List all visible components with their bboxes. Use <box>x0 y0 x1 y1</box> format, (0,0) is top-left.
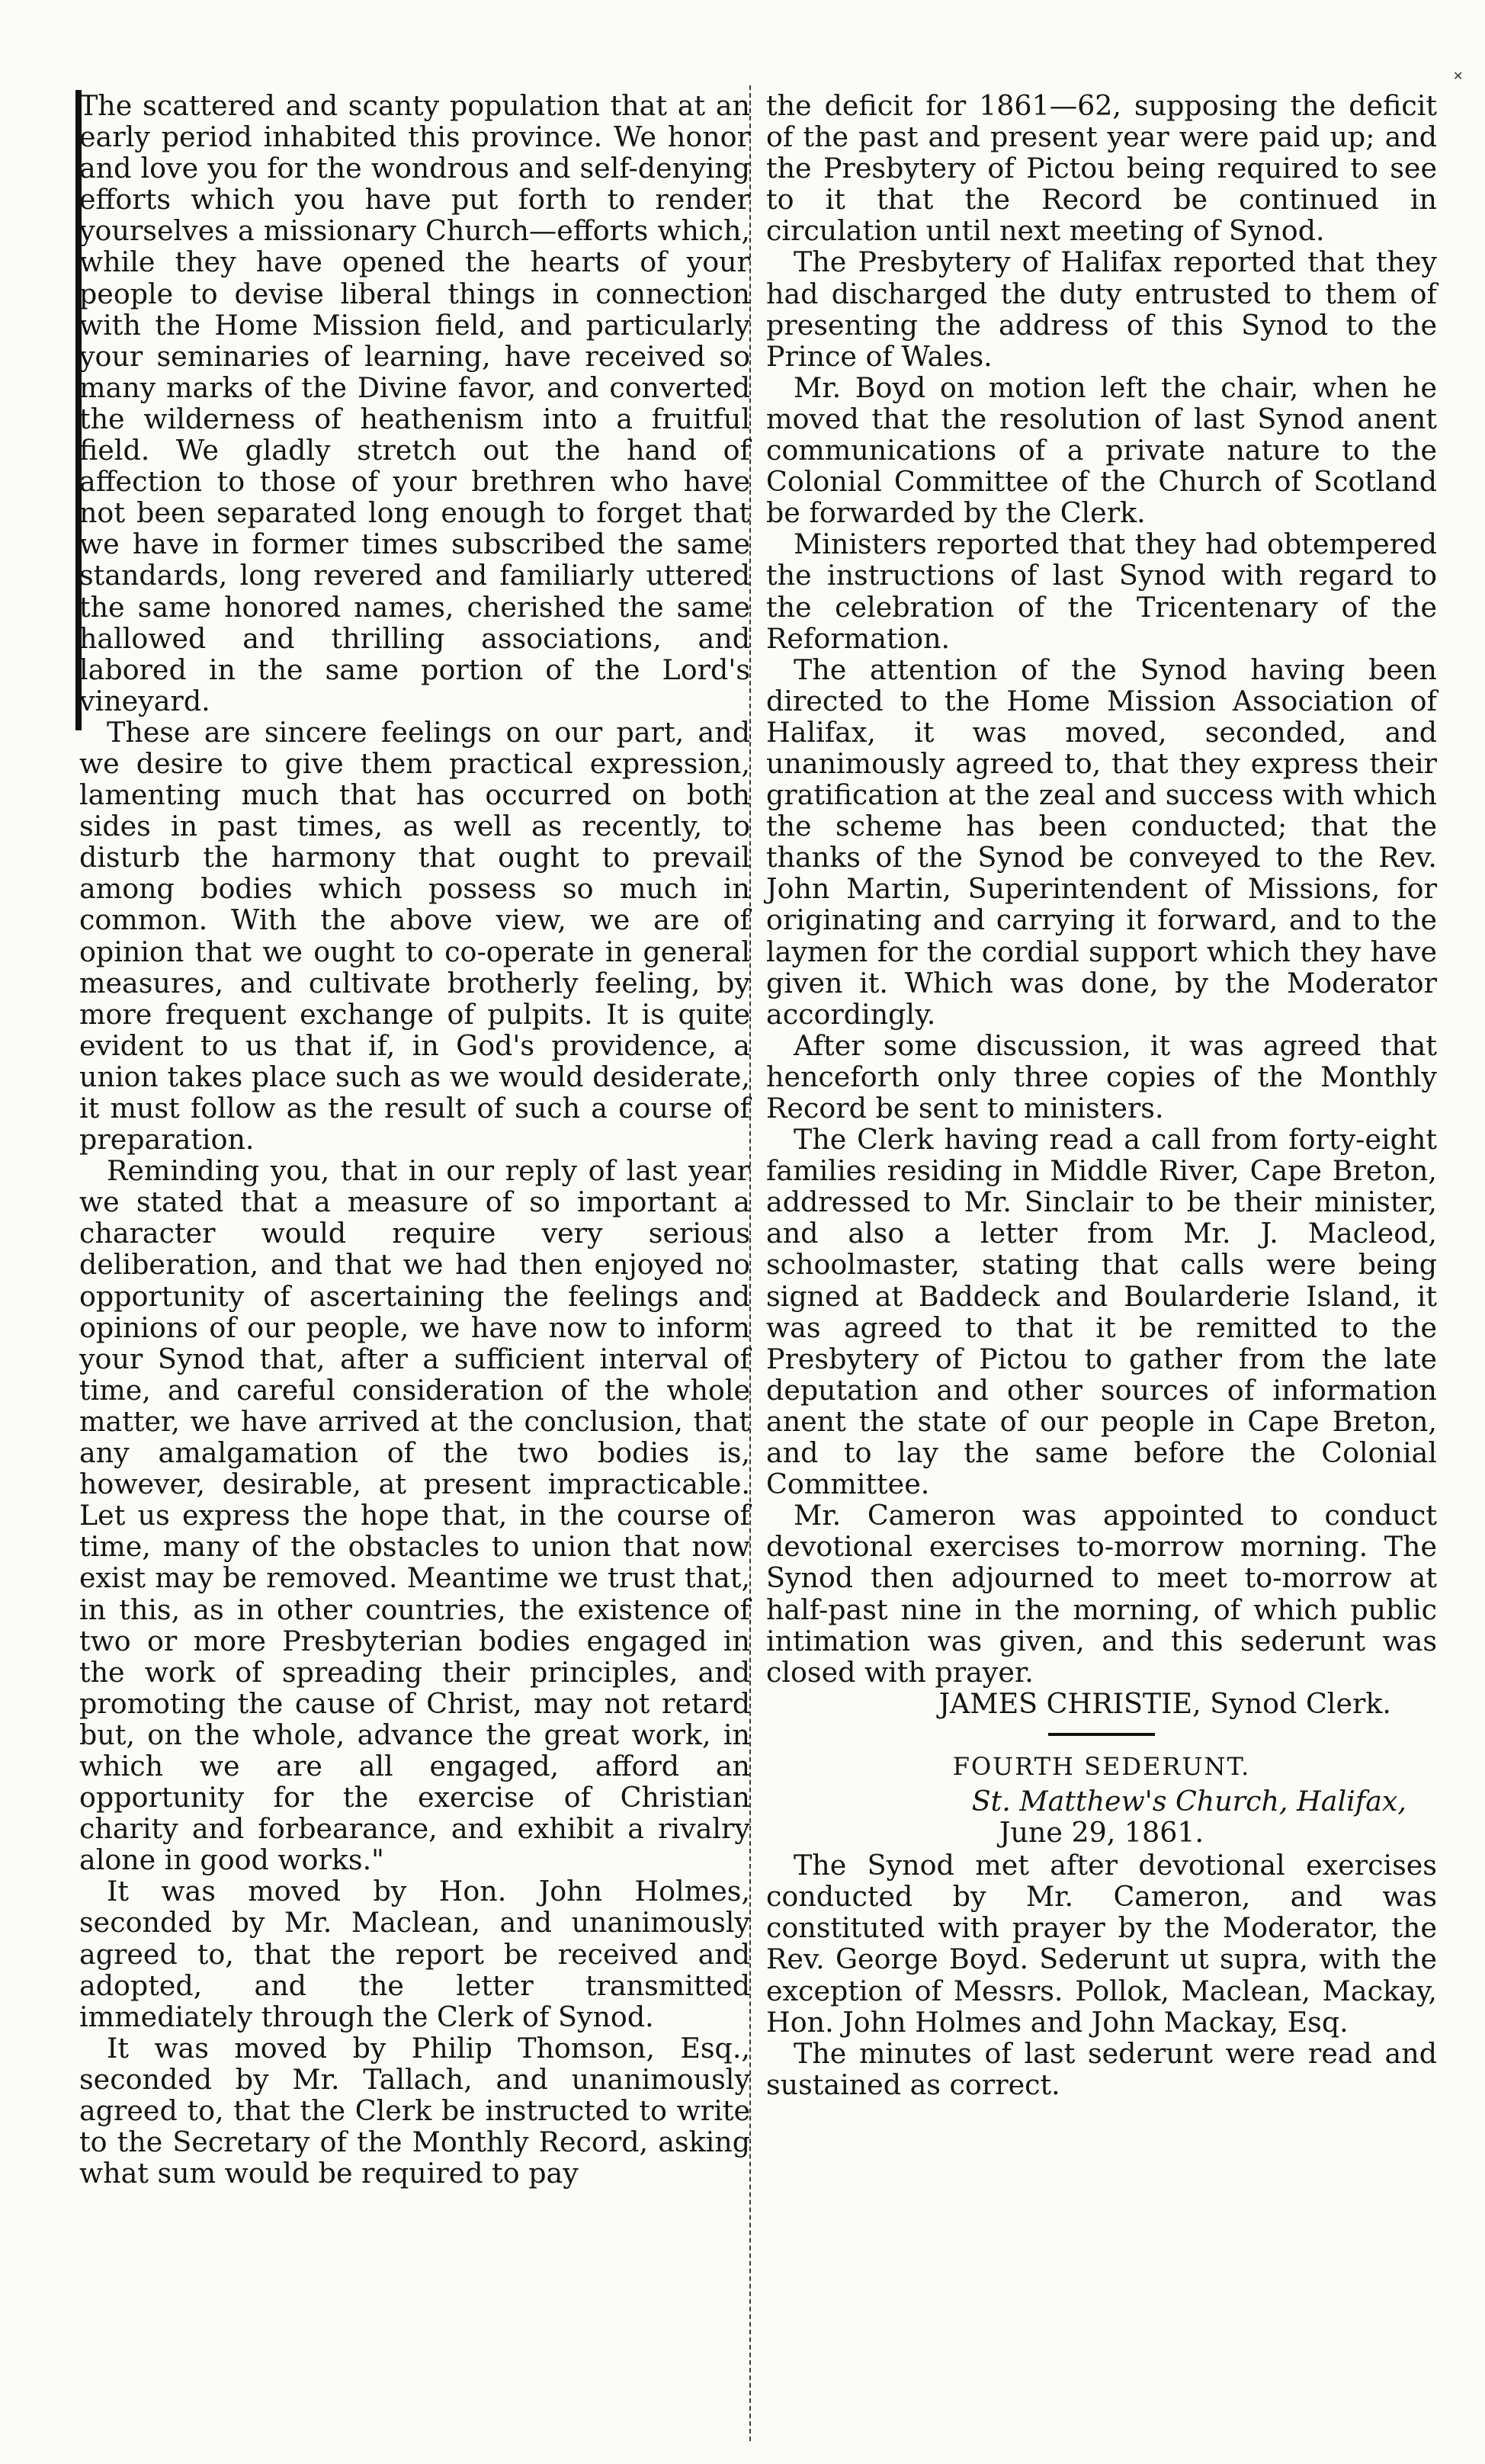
right-column <box>766 90 1437 2100</box>
paragraph: The minutes of last sederunt were read and sustained as correct. <box>766 2036 1437 2101</box>
paragraph: The attention of the Synod having been directed to the Home Mission Association of Halifax, it was moved, seconded, and unanimously agreed to, that they express their gratification at the zeal and success with which the scheme has been conducted; that the thanks of the Synod be conveyed to the Rev. John Martin, Superintendent of Missions, for originating and carrying it forward, and to the laymen for the cordial support which they have given it. Which was done, by the Moderator accordingly. <box>766 653 1437 1031</box>
section-rule <box>1048 1733 1155 1736</box>
paragraph: The Synod met after devotional exercises conducted by Mr. Cameron, and was constituted with prayer by the Moderator, the Rev. George Boyd. Sederunt ut supra, with the exception of Messrs. Pollok, Maclean, Mackay, Hon. John Holmes and John Mackay, Esq. <box>766 1849 1437 2039</box>
paragraph: Mr. Cameron was appointed to conduct devotional exercises to-morrow morning. The Synod then adjourned to meet to-morrow at half-past nine in the morning, of which public intimation was given, and this sederunt was closed with prayer. <box>766 1499 1437 1689</box>
paragraph: After some discussion, it was agreed that henceforth only three copies of the Monthly Record be sent to ministers. <box>766 1028 1437 1125</box>
corner-mark-icon: ✕ <box>1453 69 1464 83</box>
paragraph: These are sincere feelings on our part, and we desire to give them practical expression, lamenting much that has occurred on both sides in past times, as well as recently, to disturb the harmony that ought to prevail among bodies which possess so much in common. With the above view, we are of opinion that we ought to co-operate in general measures, and cultivate brotherly feeling, by more frequent exchange of pulpits. It is quite evident to us that if, in God's providence, a union takes place such as we would desiderate, it must follow as the result of such a course of preparation. <box>79 715 750 1157</box>
meeting-date: June 29, 1861. <box>999 1816 1204 1850</box>
paragraph: The scattered and scanty population that at an early period inhabited this province. We honor and love you for the wondrous and self-denying efforts which you have put forth to render yourselves a missionary Church—efforts which, while they have opened the hearts of your people to devise liberal things in connection with the Home Mission field, and particularly your seminaries of learning, have received so many marks of the Divine favor, and converted the wilderness of heathenism into a fruitful field. We gladly stretch out the hand of affection to those of your brethren who have not been separated long enough to forget that we have in former times subscribed the same standards, long revered and familiarly uttered the same honored names, cherished the same hallowed and thrilling associations, and labored in the same portion of the Lord's vineyard. <box>79 89 750 717</box>
left-column <box>79 90 750 2189</box>
paragraph: Mr. Boyd on motion left the chair, when he moved that the resolution of last Synod anent communications of a private nature to the Colonial Committee of the Church of Scotland be forwarded by the Clerk. <box>766 371 1437 530</box>
paragraph: The Clerk having read a call from forty-eight families residing in Middle River, Cape Breton, addressed to Mr. Sinclair to be their minister, and also a letter from Mr. J. Macleod, schoolmaster, stating that calls were being signed at Baddeck and Boularderie Island, it was agreed to that it be remitted to the Presbytery of Pictou to gather from the late deputation and other sources of information anent the state of our people in Cape Breton, and to lay the same before the Colonial Committee. <box>766 1123 1437 1501</box>
clerk-signature: JAMES CHRISTIE, Synod Clerk. <box>938 1686 1391 1720</box>
meeting-place: St. Matthew's Church, Halifax, <box>971 1784 1406 1818</box>
paragraph: Ministers reported that they had obtempered the instructions of last Synod with regard to the celebration of the Tricentenary of the Reformation. <box>766 528 1437 655</box>
section-heading: FOURTH SEDERUNT. <box>952 1751 1251 1781</box>
paragraph: the deficit for 1861—62, supposing the deficit of the past and present year were paid up; and the Presbytery of Pictou being required to see to it that the Record be continued in circulation until next meeting of Synod. <box>766 89 1437 248</box>
paragraph: It was moved by Philip Thomson, Esq., seconded by Mr. Tallach, and unanimously agreed to, that the Clerk be instructed to write to the Secretary of the Monthly Record, asking what sum would be required to pay <box>79 2031 750 2190</box>
paragraph: Reminding you, that in our reply of last year we stated that a measure of so important a character would require very serious deliberation, and that we had then enjoyed no opportunity of ascertaining the feelings and opinions of our people, we have now to inform your Synod that, after a sufficient interval of time, and careful consideration of the whole matter, we have arrived at the conclusion, that any amalgamation of the two bodies is, however, desirable, at present impracticable. Let us express the hope that, in the course of time, many of the obstacles to union that now exist may be removed. Meantime we trust that, in this, as in other countries, the existence of two or more Presbyterian bodies engaged in the work of spreading their principles, and promoting the cause of Christ, may not retard but, on the whole, advance the great work, in which we are all engaged, afford an opportunity for the exercise of Christian charity and forbearance, and exhibit a rivalry alone in good works." <box>79 1154 750 1877</box>
paragraph: It was moved by Hon. John Holmes, seconded by Mr. Maclean, and unanimously agreed to, that the report be received and adopted, and the letter transmitted immediately through the Clerk of Synod. <box>79 1875 750 2033</box>
paragraph: The Presbytery of Halifax reported that they had discharged the duty entrusted to them of presenting the address of this Synod to the Prince of Wales. <box>766 245 1437 373</box>
